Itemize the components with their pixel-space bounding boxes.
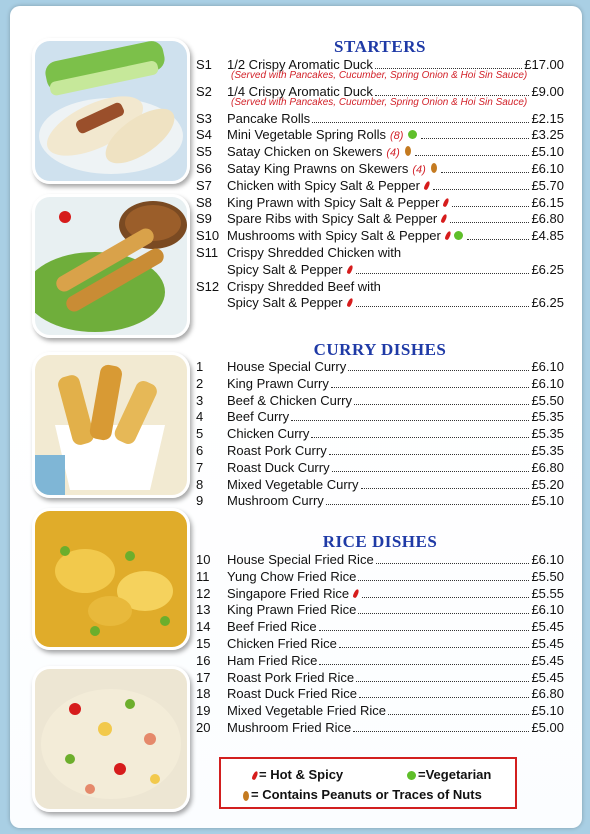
item-code: 18 — [196, 686, 211, 702]
item-line — [227, 210, 564, 227]
menu-item-row — [196, 585, 564, 602]
item-line — [227, 110, 564, 127]
item-name: Mushrooms with Spicy Salt & Pepper — [227, 228, 441, 244]
leaf-icon — [407, 771, 416, 780]
leader-dots — [312, 122, 529, 123]
item-price: £6.15 — [531, 194, 564, 210]
item-price: £6.80 — [531, 211, 564, 227]
item-line — [227, 375, 564, 392]
item-code: S1 — [196, 57, 212, 72]
menu-item-row — [196, 635, 564, 652]
peanut-icon — [405, 146, 411, 156]
menu-item-row — [196, 425, 564, 442]
item-price: £6.25 — [531, 295, 564, 311]
item-name: House Special Fried Rice — [227, 552, 374, 567]
section-heading-rice: RICE DISHES — [322, 532, 438, 551]
item-price: £9.00 — [531, 83, 564, 99]
menu-item-row — [196, 652, 564, 669]
item-name: Satay King Prawns on Skewers — [227, 161, 409, 176]
chili-icon — [251, 771, 258, 781]
leader-dots — [291, 420, 529, 421]
menu-item-row — [196, 278, 564, 295]
item-price: £6.10 — [531, 375, 564, 391]
menu-item-row — [196, 358, 564, 375]
item-code: 2 — [196, 375, 204, 391]
leader-dots — [361, 488, 530, 489]
item-name: Satay Chicken on Skewers — [227, 144, 383, 160]
item-code: S10 — [196, 228, 220, 244]
menu-item-row — [196, 408, 564, 425]
spring-rolls-photo — [32, 352, 190, 498]
item-price: £5.70 — [531, 177, 564, 193]
leader-dots — [329, 454, 530, 455]
item-code: 16 — [196, 652, 211, 668]
leader-dots — [319, 664, 529, 665]
item-price: £3.25 — [531, 127, 564, 143]
item-code: S11 — [196, 245, 219, 260]
chili-icon — [443, 197, 450, 207]
item-code: 12 — [196, 585, 211, 601]
item-name: King Prawn Fried Rice — [227, 602, 357, 618]
item-name: Beef Fried Rice — [227, 619, 317, 635]
leader-dots — [388, 714, 529, 715]
item-code: S9 — [196, 211, 212, 227]
item-price: £5.00 — [531, 720, 564, 735]
item-code: 11 — [196, 568, 210, 584]
item-name: Chicken Fried Rice — [227, 636, 337, 651]
chili-icon — [423, 180, 430, 190]
leader-dots — [433, 189, 530, 190]
menu-item-row — [196, 210, 564, 227]
item-code: S12 — [196, 278, 220, 294]
item-line — [227, 551, 564, 568]
leader-dots — [348, 370, 529, 371]
item-price: £5.20 — [531, 476, 564, 492]
item-price: £2.15 — [531, 110, 564, 126]
item-note: (Served with Pancakes, Cucumber, Spring Onion & Hoi Sin Sauce) — [231, 96, 528, 108]
item-line — [227, 702, 564, 719]
curry-photo — [32, 508, 190, 650]
item-name: 1/2 Crispy Aromatic Duck — [227, 57, 373, 72]
item-price: £5.55 — [531, 585, 564, 601]
item-code: 13 — [196, 602, 211, 618]
item-code: 1 — [196, 359, 204, 374]
item-name: Mixed Vegetable Curry — [227, 476, 359, 492]
menu-item-row — [196, 244, 564, 261]
item-code: 19 — [196, 703, 211, 719]
item-qty-tag: (8) — [389, 130, 404, 143]
leader-dots — [356, 273, 530, 274]
item-code: 10 — [196, 552, 211, 567]
menu-item-row — [196, 492, 564, 509]
item-line — [227, 442, 564, 459]
legend-nuts — [241, 787, 482, 802]
item-price: £4.85 — [531, 228, 564, 244]
item-line — [227, 669, 564, 686]
item-price: £5.35 — [531, 426, 564, 442]
menu-item-row — [196, 143, 564, 160]
item-name: Beef Curry — [227, 409, 290, 425]
fried-rice-photo — [32, 666, 190, 812]
duck-pancakes-photo — [32, 38, 190, 184]
item-price: £6.10 — [531, 359, 564, 374]
legend-hot-label: = Hot & Spicy — [259, 767, 344, 782]
item-qty-tag: (4) — [386, 147, 400, 160]
item-code: 7 — [196, 459, 204, 475]
item-name: Pancake Rolls — [227, 110, 311, 126]
item-name: Crispy Shredded Beef with — [227, 278, 381, 294]
leader-dots — [359, 697, 529, 698]
menu-item-row — [196, 442, 564, 459]
menu-item-row — [196, 459, 564, 476]
item-code: 14 — [196, 619, 211, 635]
menu-item-row — [196, 110, 564, 127]
item-price: £6.10 — [531, 161, 564, 176]
leader-dots — [441, 172, 530, 173]
menu-item-row — [196, 294, 564, 311]
item-line — [227, 261, 564, 278]
item-code: 6 — [196, 443, 204, 458]
item-code: 9 — [196, 493, 204, 509]
item-line — [227, 476, 564, 493]
menu-item-row — [196, 476, 564, 493]
item-line — [227, 459, 564, 476]
chili-icon — [346, 298, 353, 308]
leader-dots — [452, 206, 529, 207]
chili-icon — [444, 231, 451, 241]
section-heading-curry: CURRY DISHES — [313, 340, 447, 359]
item-code: S2 — [196, 83, 212, 99]
item-name: 1/4 Crispy Aromatic Duck — [227, 83, 373, 99]
menu-item-row — [196, 126, 564, 143]
item-line — [227, 618, 564, 635]
item-code: 5 — [196, 426, 204, 442]
legend-box — [219, 757, 517, 809]
leader-dots — [311, 437, 529, 438]
leader-dots — [467, 239, 530, 240]
legend-hot — [251, 767, 343, 782]
item-name: Roast Pork Fried Rice — [227, 669, 355, 685]
menu-item-row — [196, 261, 564, 278]
item-line — [227, 358, 564, 375]
item-line — [227, 294, 564, 311]
menu-item-row — [196, 227, 564, 244]
item-line — [227, 425, 564, 442]
item-line — [227, 652, 564, 669]
item-name: House Special Curry — [227, 359, 347, 374]
item-code: S6 — [196, 161, 212, 176]
item-price: £5.50 — [531, 568, 564, 584]
item-code: S4 — [196, 127, 212, 143]
item-line — [227, 585, 564, 602]
leader-dots — [421, 138, 529, 139]
item-name: Roast Pork Curry — [227, 443, 327, 458]
leader-dots — [358, 613, 529, 614]
menu-item-row — [196, 685, 564, 702]
item-qty-tag: (4) — [412, 164, 426, 176]
item-name: Roast Duck Curry — [227, 459, 330, 475]
item-code: 17 — [196, 669, 211, 685]
item-line — [227, 194, 564, 211]
item-name: Crispy Shredded Chicken with — [227, 245, 402, 260]
leader-dots — [356, 681, 529, 682]
item-price: £6.80 — [531, 459, 564, 475]
item-name: Roast Duck Fried Rice — [227, 686, 358, 702]
leader-dots — [353, 731, 529, 732]
menu-item-row — [196, 194, 564, 211]
menu-item-row — [196, 551, 564, 568]
item-price: £5.50 — [531, 392, 564, 408]
item-code: 3 — [196, 392, 204, 408]
menu-item-row — [196, 719, 564, 736]
menu-item-row — [196, 618, 564, 635]
item-code: 8 — [196, 476, 204, 492]
leaf-icon — [454, 231, 463, 240]
item-line — [227, 685, 564, 702]
item-price: £6.80 — [531, 686, 564, 702]
item-price: £5.35 — [531, 443, 564, 458]
item-price: £6.10 — [531, 602, 564, 618]
item-line — [227, 408, 564, 425]
leader-dots — [339, 647, 530, 648]
item-name: Ham Fried Rice — [227, 652, 318, 668]
chili-icon — [352, 588, 359, 598]
legend-nuts-label: = Contains Peanuts or Traces of Nuts — [251, 787, 482, 802]
item-price: £5.45 — [531, 636, 564, 651]
item-name: King Prawn Curry — [227, 375, 329, 391]
legend-veg-label: =Vegetarian — [418, 767, 492, 782]
menu-item-row — [196, 375, 564, 392]
satay-skewers-photo — [32, 194, 190, 338]
item-name: Spare Ribs with Spicy Salt & Pepper — [227, 211, 438, 227]
leader-dots — [332, 471, 530, 472]
leaf-icon — [408, 130, 417, 139]
item-line — [227, 278, 564, 295]
menu-page — [10, 6, 582, 828]
peanut-icon — [243, 791, 249, 801]
chili-icon — [441, 214, 448, 224]
item-price: £5.45 — [531, 619, 564, 635]
item-price: £5.45 — [531, 652, 564, 668]
item-name: Spicy Salt & Pepper — [227, 261, 343, 277]
item-line — [227, 635, 564, 652]
menu-item-row — [196, 177, 564, 194]
item-code: 4 — [196, 409, 204, 425]
item-code: S5 — [196, 144, 212, 160]
leader-dots — [376, 563, 530, 564]
item-note: (Served with Pancakes, Cucumber, Spring Onion & Hoi Sin Sauce) — [231, 69, 528, 81]
menu-item-row — [196, 669, 564, 686]
item-name: Mini Vegetable Spring Rolls — [227, 127, 386, 143]
item-name: Mushroom Fried Rice — [227, 720, 352, 735]
leader-dots — [358, 580, 529, 581]
item-name: Chicken with Spicy Salt & Pepper — [227, 177, 420, 193]
leader-dots — [362, 597, 529, 598]
item-line — [227, 492, 564, 509]
item-line — [227, 601, 564, 618]
item-name: Spicy Salt & Pepper — [227, 295, 343, 311]
item-code: S7 — [196, 177, 212, 193]
leader-dots — [450, 222, 529, 223]
menu-item-row — [196, 601, 564, 618]
item-name: King Prawn with Spicy Salt & Pepper — [227, 194, 440, 210]
leader-dots — [354, 404, 529, 405]
item-name: Chicken Curry — [227, 426, 310, 442]
item-name: Mushroom Curry — [227, 493, 324, 509]
menu-item-row — [196, 392, 564, 409]
item-code: 20 — [196, 720, 211, 735]
menu-item-row — [196, 568, 564, 585]
item-code: S8 — [196, 194, 212, 210]
item-price: £5.10 — [531, 144, 564, 160]
chili-icon — [346, 264, 353, 274]
leader-dots — [326, 504, 530, 505]
item-code: 15 — [196, 636, 211, 651]
item-price: £5.10 — [531, 493, 564, 509]
item-price: £6.25 — [531, 261, 564, 277]
peanut-icon — [431, 163, 437, 173]
menu-item-row — [196, 702, 564, 719]
item-price: £6.10 — [531, 552, 564, 567]
item-line — [227, 177, 564, 194]
item-name: Singapore Fried Rice — [227, 585, 350, 601]
item-line — [227, 719, 564, 736]
leader-dots — [319, 630, 530, 631]
item-line — [227, 392, 564, 409]
item-name: Mixed Vegetable Fried Rice — [227, 703, 386, 719]
section-heading-starters: STARTERS — [334, 37, 426, 56]
leader-dots — [415, 155, 530, 156]
item-name: Beef & Chicken Curry — [227, 392, 352, 408]
leader-dots — [331, 387, 530, 388]
item-line — [227, 244, 564, 261]
item-line — [227, 227, 564, 244]
item-name: Yung Chow Fried Rice — [227, 568, 357, 584]
item-price: £17.00 — [524, 57, 564, 72]
item-line — [227, 568, 564, 585]
menu-item-row — [196, 160, 564, 177]
item-price: £5.35 — [531, 409, 564, 425]
item-price: £5.10 — [531, 703, 564, 719]
leader-dots — [356, 306, 530, 307]
item-code: S3 — [196, 110, 212, 126]
item-price: £5.45 — [531, 669, 564, 685]
legend-veg — [405, 767, 491, 782]
